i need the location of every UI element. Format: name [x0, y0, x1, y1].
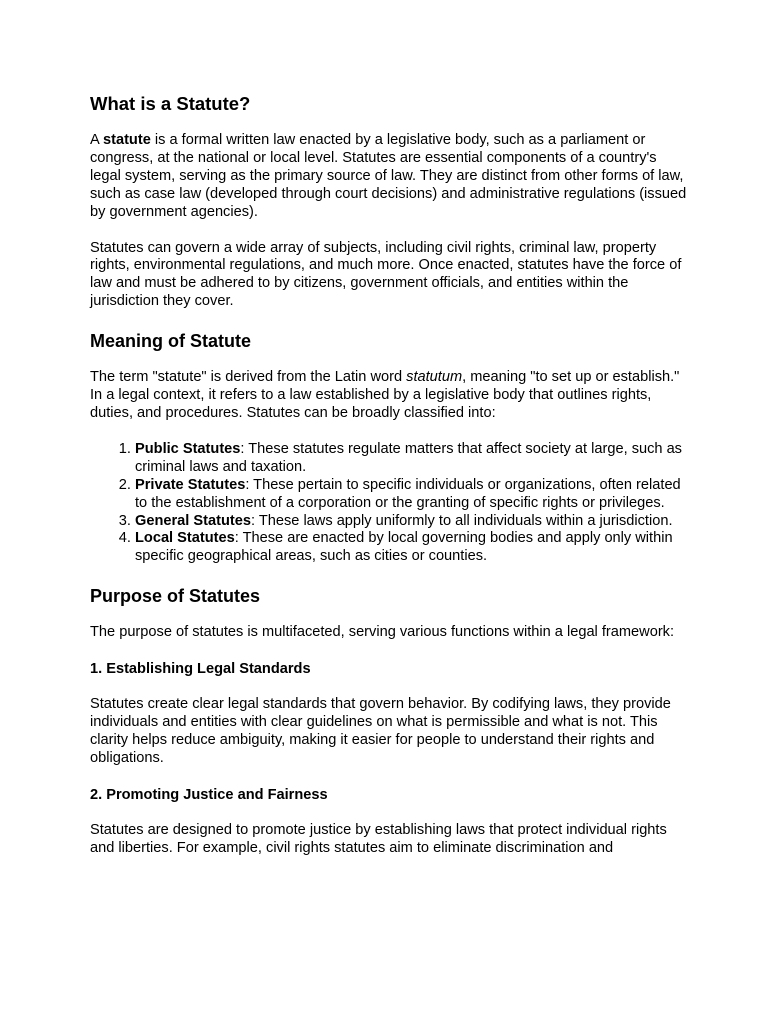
meaning-p-rest: , meaning "to set up or establish." In a legal context, it refers to a law established by a legislative body that outlines rights, duties, and procedures. Statutes can be broadly classified into: — [90, 369, 680, 421]
page-title: What is a Statute? — [90, 93, 251, 114]
meaning-p-prefix: The term "statute" is derived from the Latin word — [90, 369, 407, 386]
meaning-paragraph — [90, 369, 690, 423]
intro-p1-rest: is a formal written law enacted by a legislative body, such as a parliament or congress, at the national or local level. Statutes are essential components of a country's legal system, serving as the primary source of law. They are distinct from other forms of law, such as case law (developed through court decisions) and administrative regulations (issued by government agencies). — [90, 132, 687, 220]
purpose-heading: Purpose of Statutes — [90, 586, 261, 607]
list-item — [135, 513, 690, 531]
list-item-desc: : These pertain to specific individuals or organizations, often related to the establishment of a corporation or the granting of specific rights or privileges. — [135, 476, 681, 511]
intro-p1-prefix: A — [90, 132, 103, 148]
document-page — [90, 92, 690, 876]
list-item-term: General Statutes — [135, 512, 251, 529]
purpose-subheading-2: 2. Promoting Justice and Fairness — [90, 786, 328, 803]
list-item-term: Local Statutes — [135, 530, 235, 547]
list-item-desc: : These laws apply uniformly to all individuals within a jurisdiction. — [250, 512, 673, 529]
purpose-subheading-1: 1. Establishing Legal Standards — [90, 661, 311, 678]
list-item-desc: : These statutes regulate matters that affect society at large, such as criminal laws and taxation. — [135, 440, 682, 475]
list-item — [135, 530, 690, 566]
intro-p1-bold-term: statute — [102, 132, 151, 148]
intro-paragraph-1 — [90, 132, 690, 222]
list-item-term: Public Statutes — [135, 440, 241, 457]
purpose-paragraph-2: Statutes are designed to promote justice by establishing laws that protect individual rights and liberties. For example, civil rights statutes aim to eliminate discrimination and — [90, 821, 667, 856]
list-item-desc: : These are enacted by local governing bodies and apply only within specific geographical areas, such as cities or counties. — [135, 530, 673, 565]
meaning-heading: Meaning of Statute — [90, 331, 251, 352]
list-item — [135, 441, 690, 477]
meaning-p-italic-term: statutum — [406, 369, 463, 386]
statute-types-list — [90, 441, 690, 566]
list-item-term: Private Statutes — [135, 476, 246, 493]
purpose-paragraph-1: Statutes create clear legal standards that govern behavior. By codifying laws, they provide individuals and entities with clear guidelines on what is permissible and what is not. This clarity helps reduce ambiguity, making it easier for people to understand their rights and obligations. — [90, 696, 671, 766]
purpose-intro-paragraph: The purpose of statutes is multifaceted, serving various functions within a legal framework: — [90, 624, 675, 641]
intro-paragraph-2: Statutes can govern a wide array of subjects, including civil rights, criminal law, property rights, environmental regulations, and much more. Once enacted, statutes have the force of law and must be adhered to by citizens, government officials, and entities within the jurisdiction they cover. — [90, 239, 682, 310]
list-item — [135, 477, 690, 513]
